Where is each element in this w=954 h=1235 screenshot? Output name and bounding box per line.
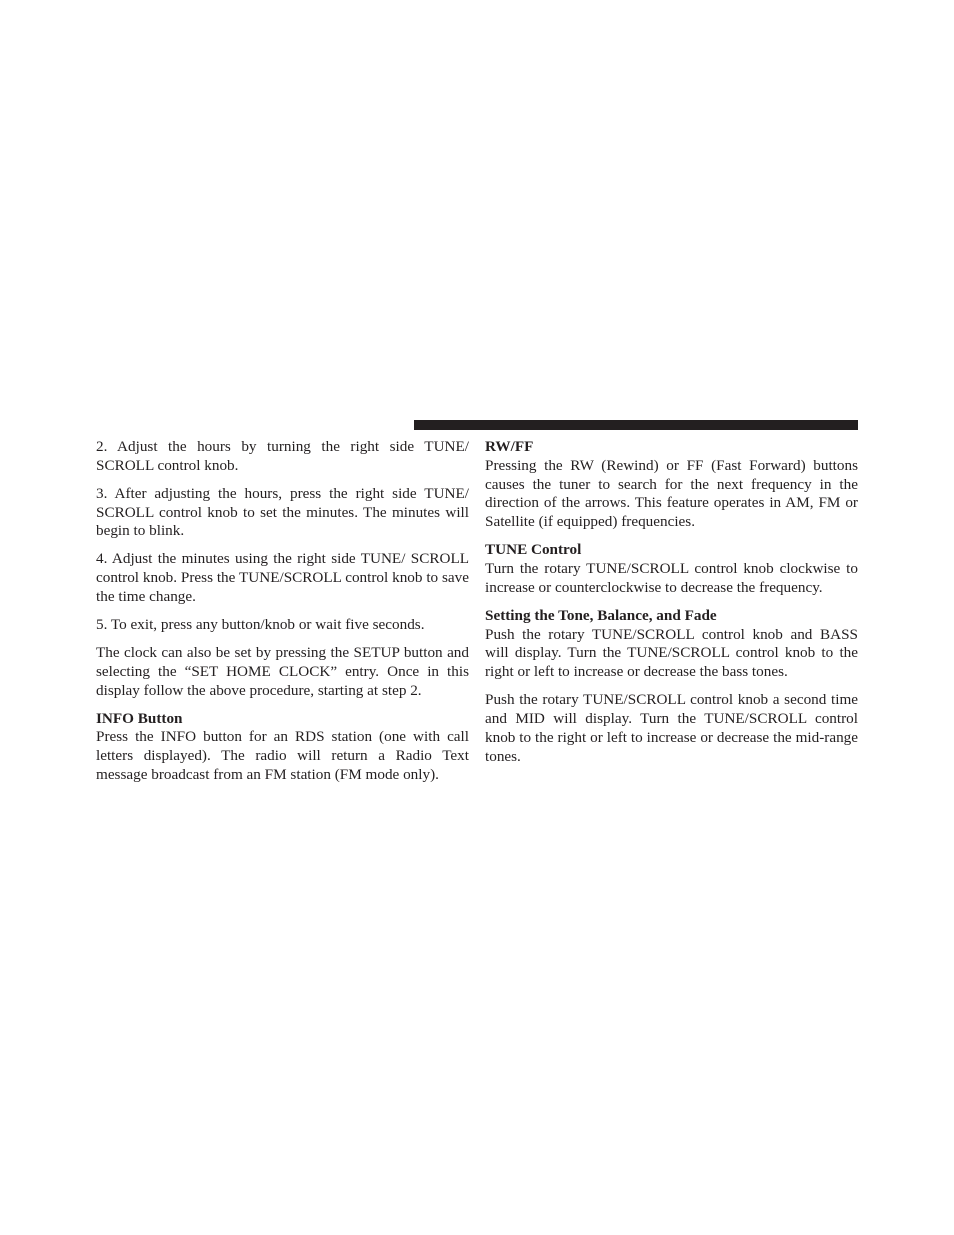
right-column — [485, 438, 858, 776]
info-button-body: Press the INFO button for an RDS station (one with call letters displayed). The radio will return a Radio Text message broadcast from an FM station (FM mode only). — [96, 728, 469, 783]
rwff-heading: RW/FF — [485, 438, 534, 455]
left-column — [96, 438, 469, 794]
setup-paragraph: The clock can also be set by pressing the SETUP button and selecting the “SET HOME CLOCK” entry. Once in this display follow the above procedure, starting at step 2. — [96, 643, 469, 699]
header-bar — [414, 420, 858, 430]
tune-control-section — [485, 541, 858, 597]
rwff-section — [485, 438, 858, 532]
tone-body: Push the rotary TUNE/SCROLL control knob and BASS will display. Turn the TUNE/SCROLL control knob to the right or left to increase or decrease the bass tones. — [485, 625, 858, 681]
step-3-paragraph: 3. After adjusting the hours, press the right side TUNE/ SCROLL control knob to set the minutes. The minutes will begin to blink. — [96, 484, 469, 540]
mid-paragraph: Push the rotary TUNE/SCROLL control knob a second time and MID will display. Turn the TUNE/SCROLL control knob to the right or left to increase or decrease the mid-range tones. — [485, 691, 858, 765]
tune-control-heading: TUNE Control — [485, 541, 582, 559]
step-4-paragraph: 4. Adjust the minutes using the right side TUNE/ SCROLL control knob. Press the TUNE/SCROLL control knob to save the time change. — [96, 550, 469, 605]
info-button-heading: INFO Button — [96, 709, 183, 727]
info-button-section — [96, 710, 469, 785]
tone-heading: Setting the Tone, Balance, and Fade — [485, 606, 717, 624]
tone-section — [485, 607, 858, 682]
step-2-paragraph: 2. Adjust the hours by turning the right side TUNE/ SCROLL control knob. — [96, 438, 469, 474]
step-5-paragraph: 5. To exit, press any button/knob or wait five seconds. — [96, 615, 425, 633]
rwff-body: Pressing the RW (Rewind) or FF (Fast Forward) buttons causes the tuner to search for the next frequency in the direction of the arrows. This feature operates in AM, FM or Satellite (if equipped) frequencies. — [485, 456, 858, 531]
tune-control-body: Turn the rotary TUNE/SCROLL control knob clockwise to increase or counterclockwise to decrease the frequency. — [485, 559, 858, 596]
